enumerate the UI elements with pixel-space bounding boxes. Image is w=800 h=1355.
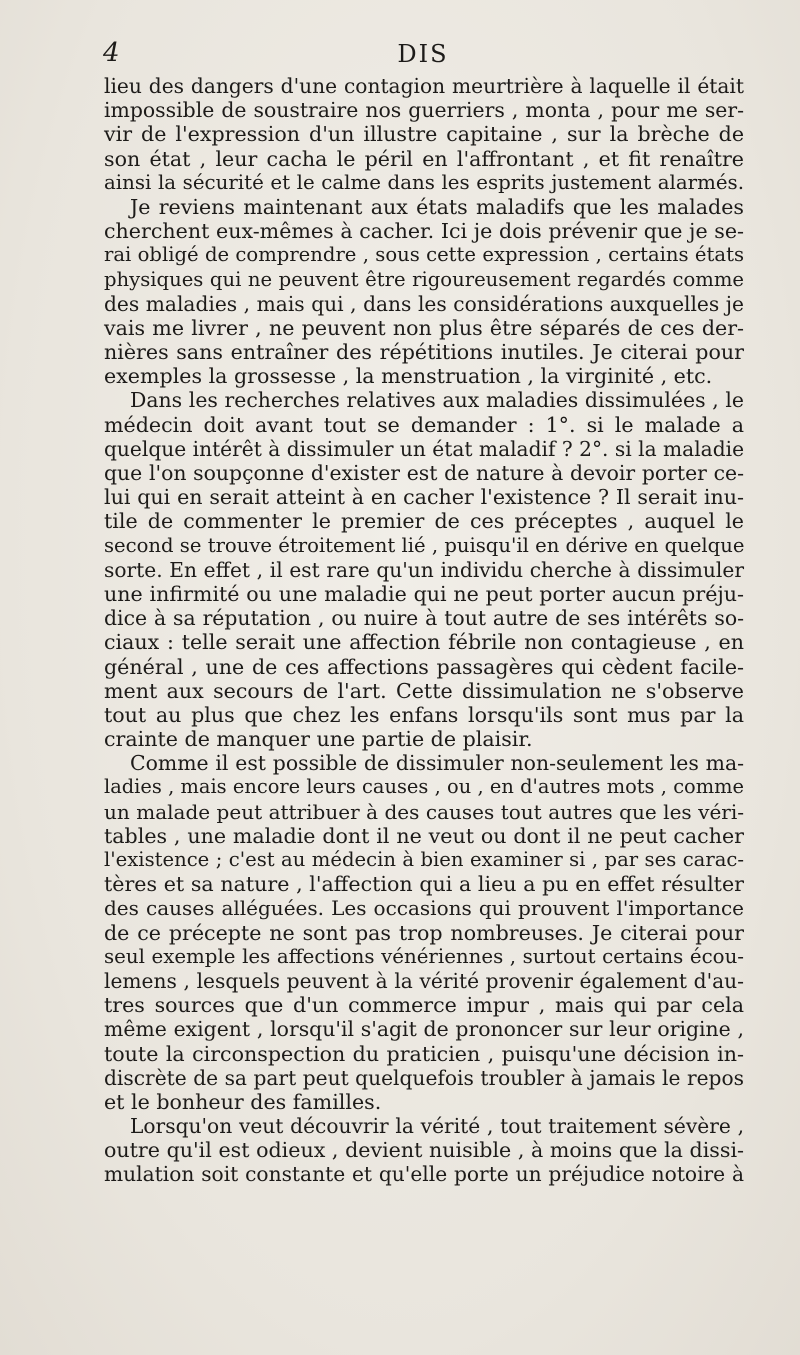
text-line: rai obligé de comprendre , sous cette expression , certains états bbox=[104, 243, 744, 267]
text-line: seul exemple les affections vénériennes , surtout certains écou- bbox=[104, 944, 744, 968]
text-line: son état , leur cacha le péril en l'affrontant , et fit renaître bbox=[104, 146, 744, 171]
text-line: l'existence ; c'est au médecin à bien examiner si , par ses carac- bbox=[104, 848, 744, 871]
text-line: tères et sa nature , l'affection qui a lieu a pu en effet résulter bbox=[104, 872, 744, 897]
text-line: une infirmité ou une maladie qui ne peut porter aucun préju- bbox=[104, 581, 744, 606]
text-line: tile de commenter le premier de ces préceptes , auquel le bbox=[104, 509, 744, 534]
text-line: toute la circonspection du praticien , puisqu'une décision in- bbox=[104, 1041, 744, 1066]
text-line: ladies , mais encore leurs causes , ou , en d'autres mots , comme bbox=[104, 775, 744, 799]
text-line: lui qui en serait atteint à en cacher l'existence ? Il serait inu- bbox=[104, 485, 744, 510]
paragraph-end-line: et le bonheur des familles. bbox=[104, 1089, 382, 1114]
text-line: médecin doit avant tout se demander : 1°. si le malade a bbox=[104, 412, 744, 437]
text-line: sorte. En effet , il est rare qu'un individu cherche à dissimuler bbox=[104, 557, 744, 582]
body-text bbox=[104, 74, 744, 1187]
paragraph-start-line: Lorsqu'on veut découvrir la vérité , tout traitement sévère , bbox=[130, 1114, 744, 1139]
text-line: cherchent eux-mêmes à cacher. Ici je dois prévenir que je se- bbox=[104, 219, 744, 244]
text-line: lemens , lesquels peuvent à la vérité provenir également d'au- bbox=[104, 968, 744, 993]
paragraph-start-line: Dans les recherches relatives aux maladies dissimulées , le bbox=[130, 388, 744, 413]
text-line: général , une de ces affections passagères qui cèdent facile- bbox=[104, 654, 744, 679]
text-line: quelque intérêt à dissimuler un état maladif ? 2°. si la maladie bbox=[104, 436, 745, 461]
paragraph-end-line: exemples la grossesse , la menstruation , la virginité , etc. bbox=[104, 364, 713, 389]
paragraph-start-line: Je reviens maintenant aux états maladifs que les malades bbox=[130, 194, 744, 219]
text-line: que l'on soupçonne d'exister est de nature à devoir porter ce- bbox=[104, 461, 744, 485]
text-line: des causes alléguées. Les occasions qui prouvent l'importance bbox=[104, 896, 744, 921]
text-line: tout au plus que chez les enfans lorsqu'ils sont mus par la bbox=[104, 702, 744, 727]
text-line: ment aux secours de l'art. Cette dissimulation ne s'observe bbox=[104, 678, 744, 703]
text-line: un malade peut attribuer à des causes tout autres que les véri- bbox=[104, 799, 744, 824]
paragraph-start-line: Comme il est possible de dissimuler non-seulement les ma- bbox=[130, 751, 744, 776]
text-line: physiques qui ne peuvent être rigoureusement regardés comme bbox=[104, 267, 744, 291]
text-line: nières sans entraîner des répétitions inutiles. Je citerai pour bbox=[104, 340, 744, 365]
text-line: outre qu'il est odieux , devient nuisible , à moins que la dissi- bbox=[104, 1138, 744, 1163]
text-line: vir de l'expression d'un illustre capitaine , sur la brèche de bbox=[104, 122, 744, 147]
text-line: de ce précepte ne sont pas trop nombreuses. Je citerai pour bbox=[104, 920, 744, 945]
text-line: mulation soit constante et qu'elle porte un préjudice notoire à bbox=[104, 1162, 744, 1187]
text-line: impossible de soustraire nos guerriers , monta , pour me ser- bbox=[104, 98, 744, 123]
text-line: même exigent , lorsqu'il s'agit de prononcer sur leur origine , bbox=[104, 1017, 744, 1042]
text-line: lieu des dangers d'une contagion meurtrière à laquelle il était bbox=[104, 74, 744, 98]
text-line: ciaux : telle serait une affection fébrile non contagieuse , en bbox=[104, 630, 744, 655]
text-line: des maladies , mais qui , dans les considérations auxquelles je bbox=[104, 291, 744, 316]
paragraph-end-line: crainte de manquer une partie de plaisir. bbox=[104, 727, 533, 752]
page-number: 4 bbox=[103, 38, 120, 68]
text-line: ainsi la sécurité et le calme dans les esprits justement alarmés. bbox=[104, 170, 744, 194]
text-line: second se trouve étroitement lié , puisqu'il en dérive en quelque bbox=[104, 533, 745, 557]
text-line: dice à sa réputation , ou nuire à tout autre de ses intérêts so- bbox=[104, 606, 744, 631]
text-line: tres sources que d'un commerce impur , mais qui par cela bbox=[104, 993, 744, 1018]
text-line: discrète de sa part peut quelquefois troubler à jamais le repos bbox=[104, 1065, 744, 1090]
text-line: vais me livrer , ne peuvent non plus être séparés de ces der- bbox=[104, 315, 744, 340]
text-line: tables , une maladie dont il ne veut ou dont il ne peut cacher bbox=[104, 823, 744, 848]
page-header bbox=[103, 38, 743, 74]
running-head: DIS bbox=[397, 40, 449, 68]
